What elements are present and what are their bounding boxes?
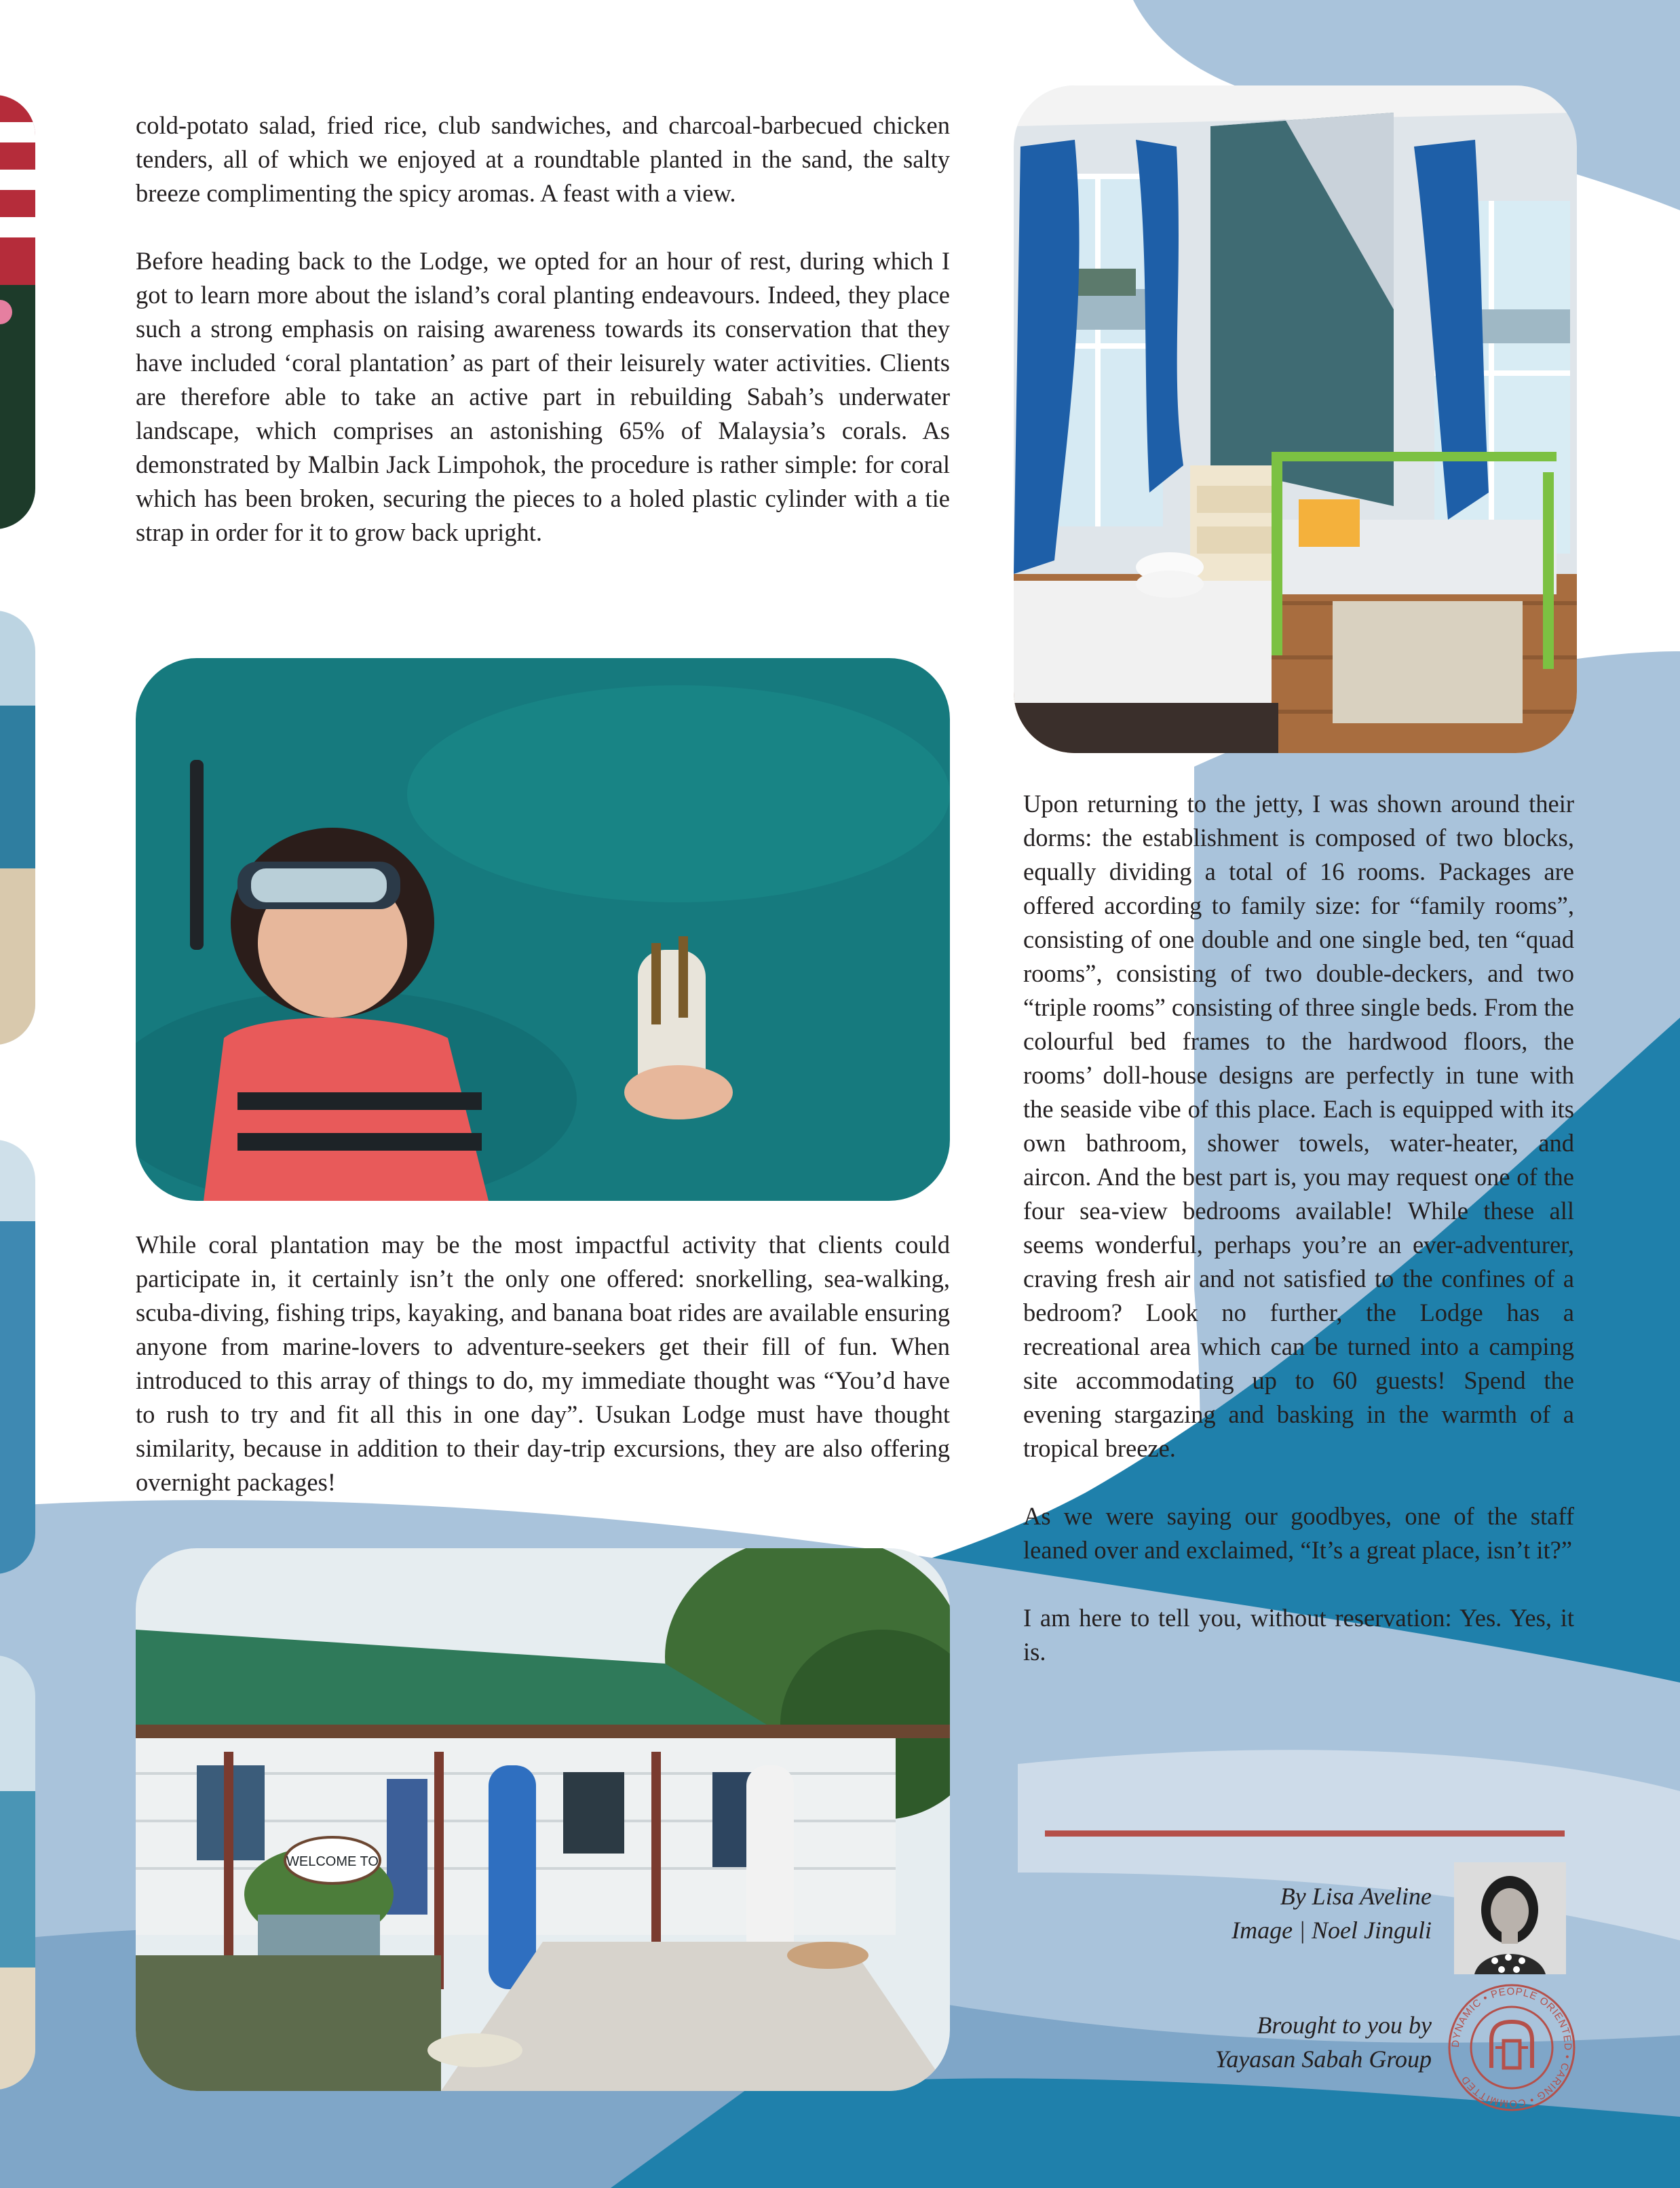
welcome-sign	[285, 1837, 380, 1883]
edge-photo-beach	[0, 611, 35, 1045]
article-column-left-mid	[136, 1228, 950, 1533]
paragraph: While coral plantation may be the most impactful activity that clients could participate in, it certainly isn’t the only one offered: snorkelling, sea-walking, scuba-diving, fishing trips, kayaking, and banana boat rides are available ensuring anyone from marine-lovers to adventure-seekers get their fill of fun. When introduced to this array of things to do, my immediate thought was “You’d have to rush to try and fit all this in one day”. Usukan Lodge must have thought similarity, because in addition to their day-trip excursions, they are also offering overnight packages!	[136, 1231, 950, 1496]
paragraph: Before heading back to the Lodge, we opted for an hour of rest, during which I got to learn more about the island’s coral planting endeavours. Indeed, they place such a strong emphasis on raising awareness towards its conservation that they have included ‘coral plantation’ as part of their leisurely water activities. Clients are therefore able to take an active part in rebuilding Sabah’s underwater landscape, which comprises an astonishing 65% of Malaysia’s corals. As demonstrated by Malbin Jack Limpohok, the procedure is rather simple: for coral which has been broken, securing the pieces to a holed plastic cylinder with a tie strap in order for it to grow back upright.	[136, 247, 950, 546]
paragraph: As we were saying our goodbyes, one of the staff leaned over and exclaimed, “It’s a great place, isn’t it?”	[1023, 1502, 1574, 1564]
sponsor-credit	[1025, 2008, 1432, 2076]
paragraph: Upon returning to the jetty, I was shown around their dorms: the establishment is composed of two blocks, equally dividing a total of 16 rooms. Packages are offered according to family size: for “family rooms”, consisting of one double and one single bed, ten “quad rooms”, consisting of two double-deckers, and two “triple rooms” consisting of three single beds. From the colourful bed frames to the hardwood floors, the rooms’ doll-house designs are perfectly in tune with the seaside vibe of this place. Each is equipped with its own bathroom, shower towels, water-heater, and aircon. And the best part is, you may request one of the four sea-view bedrooms available! While these all seems wonderful, perhaps you’re an ever-adventurer, craving fresh air and not satisfied to the confines of a bedroom? Look no further, the Lodge has a recreational area which can be turned into a camping site accommodating up to 60 guests! Spend the evening stargazing and basking in the warmth of a tropical breeze.	[1023, 790, 1574, 1462]
image-credit: Image | Noel Jinguli	[1232, 1917, 1432, 1944]
snorkeling-coral-photo	[136, 658, 950, 1201]
article-column-right	[1023, 787, 1574, 1703]
brought-line-2: Yayasan Sabah Group	[1215, 2046, 1432, 2073]
credits-divider	[1045, 1830, 1565, 1837]
yayasan-sabah-logo	[1444, 1980, 1580, 2115]
svg-text:DYNAMIC • PEOPLE ORIENTED • CA: DYNAMIC • PEOPLE ORIENTED • CARING • COMMITTED	[1449, 1985, 1574, 2110]
paragraph: cold-potato salad, fried rice, club sandwiches, and charcoal-barbecued chicken tenders, all of which we enjoyed at a roundtable planted in the sand, the salty breeze complimenting the spicy aromas. A feast with a view.	[136, 111, 950, 207]
edge-photo-shore	[0, 1655, 35, 2090]
brought-line-1: Brought to you by	[1257, 2012, 1432, 2039]
bedroom-photo	[1014, 85, 1577, 753]
svg-text:WELCOME TO: WELCOME TO	[286, 1854, 379, 1869]
edge-photo-flags	[0, 95, 35, 529]
paragraph: I am here to tell you, without reservation: Yes. Yes, it is.	[1023, 1604, 1574, 1666]
author-credit	[1025, 1879, 1432, 1947]
article-column-left-top	[136, 109, 950, 583]
author-name: By Lisa Aveline	[1280, 1883, 1432, 1910]
edge-photo-sea	[0, 1140, 35, 1574]
lodge-building-photo	[136, 1548, 950, 2091]
author-portrait	[1454, 1862, 1566, 1974]
